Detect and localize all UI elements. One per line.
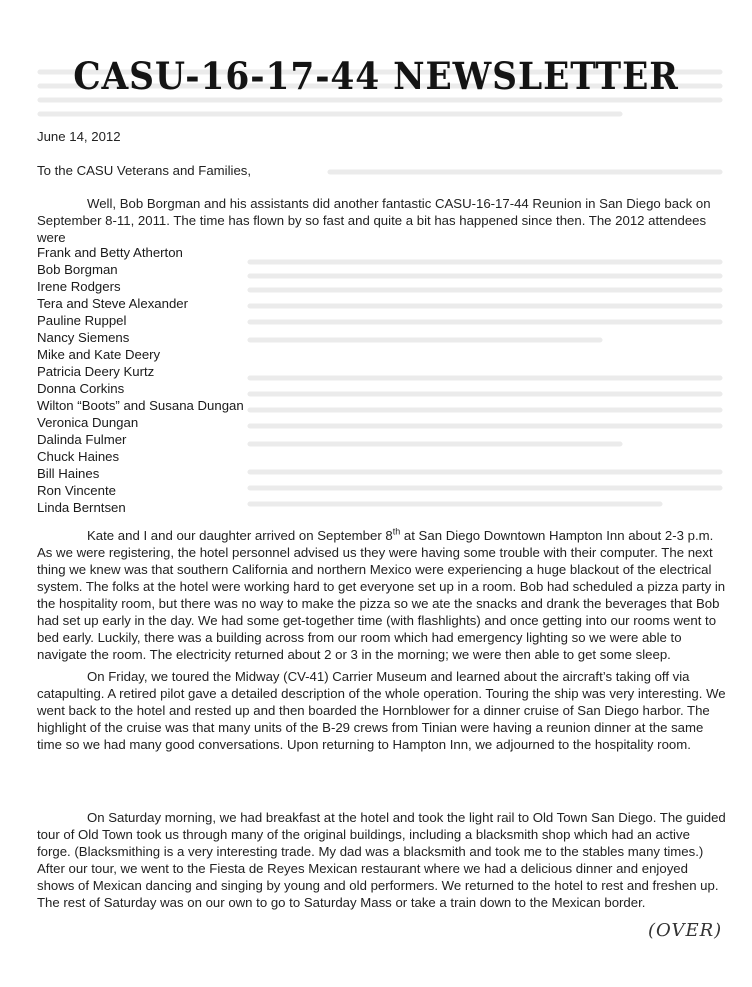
ordinal-suffix: th (392, 526, 401, 537)
handwritten-over-note: (OVER) (648, 920, 723, 941)
attendee-name: Frank and Betty Atherton (37, 245, 183, 260)
attendee-name: Wilton “Boots” and Susana Dungan (37, 398, 244, 413)
attendee-list (37, 244, 437, 516)
attendee-name: Patricia Deery Kurtz (37, 364, 155, 379)
saturday-paragraph: On Saturday morning, we had breakfast at the hotel and took the light rail to Old Town San Diego. The guided tour of Old Town took us through many of the original buildings, including a blacksmith shop which had an active forge. (Blacksmithing is a very interesting trade. My dad was a blacksmith and took me to the stables many times.) After our tour, we went to the Fiesta de Reyes Mexican restaurant where we had a delicious dinner and enjoyed shows of Mexican dancing and singing by young and old performers. We returned to the hotel to rest and freshen up. The rest of Saturday was on our own to go to Saturday Mass or take a train down to the Mexican border. (37, 810, 726, 910)
arrival-paragraph (37, 527, 727, 663)
attendee-name: Mike and Kate Deery (37, 347, 161, 362)
attendee-name: Linda Berntsen (37, 500, 126, 515)
attendee-name: Dalinda Fulmer (37, 432, 127, 447)
arrival-text-start: Kate and I and our daughter arrived on September 8 (87, 528, 393, 543)
attendee-name: Tera and Steve Alexander (37, 296, 189, 311)
attendee-name: Nancy Siemens (37, 330, 130, 345)
attendee-name: Pauline Ruppel (37, 313, 127, 328)
attendee-name: Donna Corkins (37, 381, 125, 396)
friday-paragraph: On Friday, we toured the Midway (CV-41) Carrier Museum and learned about the aircraft’s taking off via catapulting. A retired pilot gave a detailed description of the whole operation. Touring the ship was very interesting. We went back to the hotel and rested up and then boarded the Hornblower for a dinner cruise of San Diego harbor. The highlight of the cruise was that many units of the B-29 crews from Tinian were having a reunion dinner at the same time so we had many good conversations. Upon returning to Hampton Inn, we adjourned to the hospitality room. (37, 669, 726, 752)
attendee-name: Bill Haines (37, 466, 100, 481)
newsletter-title: CASU-16-17-44 NEWSLETTER (73, 54, 679, 98)
arrival-text-rest: at San Diego Downtown Hampton Inn about 2-3 p.m. As we were registering, the hotel personnel advised us they were having some trouble with their computer. The next thing we knew was that southern California and northern Mexico were experiencing a huge blackout of the electrical system. The folks at the hotel were working hard to get everyone set up in a room. Bob had scheduled a pizza party in the hospitality room, but there was no way to make the pizza so we ate the snacks and drank the beverages that Bob had set up early in the day. We had some get-together time (with flashlights) and once getting into our rooms went to bed early. Luckily, there was a building across from our room which had emergency lighting so we were able to navigate the room. The electricity returned about 2 or 3 in the morning; we were then able to get some sleep. (37, 528, 726, 662)
attendee-name: Irene Rodgers (37, 279, 121, 294)
attendee-name: Ron Vincente (37, 483, 116, 498)
letter-date: June 14, 2012 (37, 129, 121, 144)
attendee-name: Veronica Dungan (37, 415, 139, 430)
intro-paragraph: Well, Bob Borgman and his assistants did another fantastic CASU-16-17-44 Reunion in San Diego back on September 8-11, 2011. The time has flown by so fast and quite a bit has happened since then. The 2012 attendees were (37, 196, 711, 245)
attendee-name: Chuck Haines (37, 449, 120, 464)
attendee-name: Bob Borgman (37, 262, 118, 277)
salutation: To the CASU Veterans and Families, (37, 163, 252, 178)
